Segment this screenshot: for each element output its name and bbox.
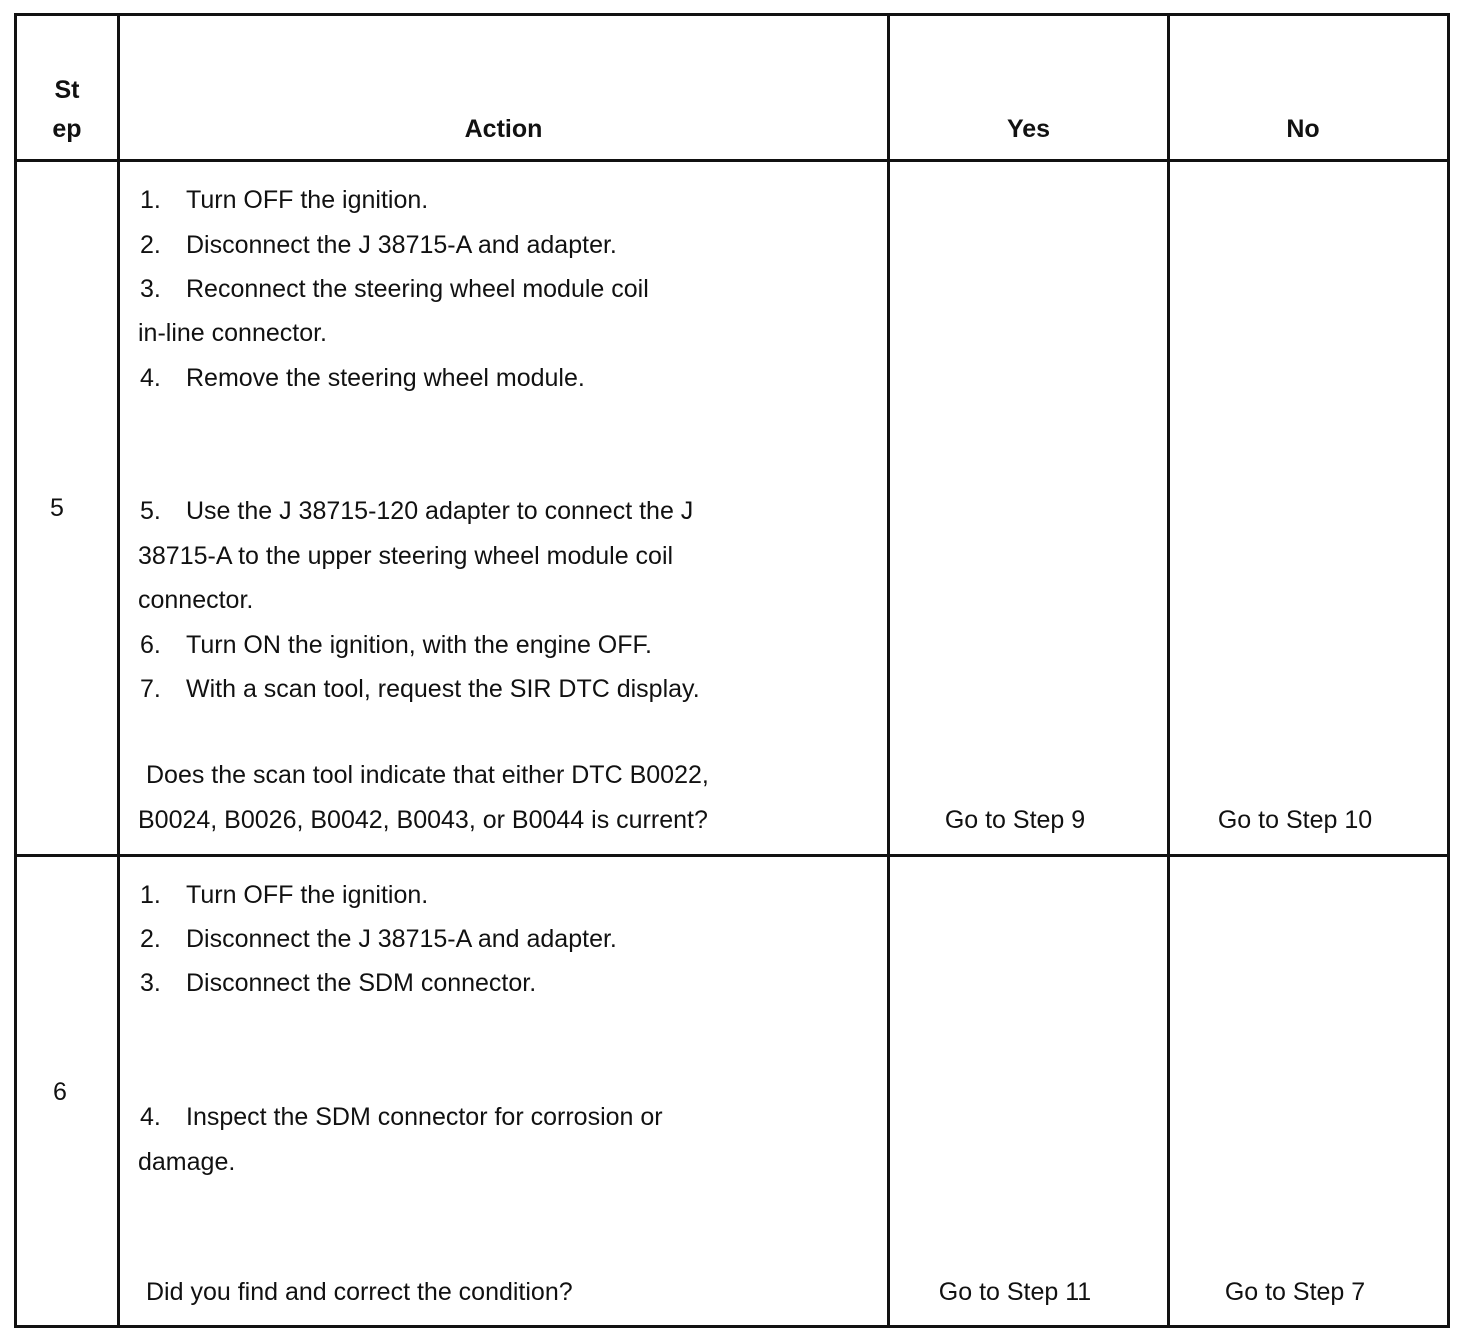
action-item-number: 5.: [140, 497, 161, 525]
action-item: [140, 363, 585, 393]
action-item-number: 4.: [140, 364, 161, 392]
action-item: [140, 230, 617, 260]
header-step-line2: ep: [52, 115, 82, 143]
action-item-number: 2.: [140, 231, 161, 259]
action-item-number: 3.: [140, 275, 161, 303]
action-item: [140, 924, 617, 954]
action-item-continued: in-line connector.: [138, 319, 328, 347]
question-line: Does the scan tool indicate that either DTC B0022,: [146, 761, 709, 789]
action-item: [140, 630, 652, 660]
header-action: Action: [464, 115, 543, 143]
column-divider: [117, 16, 120, 1325]
action-item-text: Turn OFF the ignition.: [186, 186, 429, 214]
step-number: 6: [53, 1078, 67, 1106]
action-item-continued: 38715-A to the upper steering wheel module coil: [138, 542, 674, 570]
action-item: [140, 968, 536, 998]
action-item-text: Inspect the SDM connector for corrosion or: [186, 1103, 663, 1131]
action-item-number: 1.: [140, 186, 161, 214]
action-item-text: With a scan tool, request the SIR DTC display.: [186, 675, 700, 703]
action-item-text: Disconnect the SDM connector.: [186, 969, 537, 997]
yes-result: Go to Step 11: [938, 1278, 1092, 1306]
header-no: No: [1286, 115, 1320, 143]
action-item-number: 2.: [140, 925, 161, 953]
action-item-text: Disconnect the J 38715-A and adapter.: [186, 231, 617, 259]
action-item-number: 7.: [140, 675, 161, 703]
action-item: [140, 274, 649, 304]
action-item-number: 1.: [140, 881, 161, 909]
action-item: [140, 496, 693, 526]
header-step: [17, 71, 117, 149]
action-item-text: Turn OFF the ignition.: [186, 881, 429, 909]
action-item-text: Use the J 38715-120 adapter to connect the J: [186, 497, 694, 525]
action-item-text: Disconnect the J 38715-A and adapter.: [186, 925, 617, 953]
diagnostic-table: [14, 13, 1450, 1328]
action-item: [140, 674, 700, 704]
action-item: [140, 880, 428, 910]
header-yes: Yes: [1006, 115, 1051, 143]
row-divider: [17, 854, 1447, 857]
action-item: [140, 185, 428, 215]
action-item-number: 6.: [140, 631, 161, 659]
no-result: Go to Step 10: [1217, 806, 1373, 834]
action-item-continued: connector.: [138, 586, 254, 614]
action-item-text: Reconnect the steering wheel module coil: [186, 275, 649, 303]
question-line: Did you find and correct the condition?: [146, 1278, 573, 1306]
action-item-number: 4.: [140, 1103, 161, 1131]
question-line: B0024, B0026, B0042, B0043, or B0044 is current?: [138, 806, 708, 834]
action-item-text: Remove the steering wheel module.: [186, 364, 585, 392]
action-item: [140, 1102, 663, 1132]
action-item-number: 3.: [140, 969, 161, 997]
column-divider: [1167, 16, 1170, 1325]
header-step-line1: St: [54, 76, 80, 104]
no-result: Go to Step 7: [1224, 1278, 1366, 1306]
action-item-text: Turn ON the ignition, with the engine OFF.: [186, 631, 652, 659]
header-divider: [17, 159, 1447, 162]
action-item-continued: damage.: [138, 1148, 236, 1176]
step-number: 5: [50, 494, 64, 522]
yes-result: Go to Step 9: [944, 806, 1086, 834]
column-divider: [887, 16, 890, 1325]
